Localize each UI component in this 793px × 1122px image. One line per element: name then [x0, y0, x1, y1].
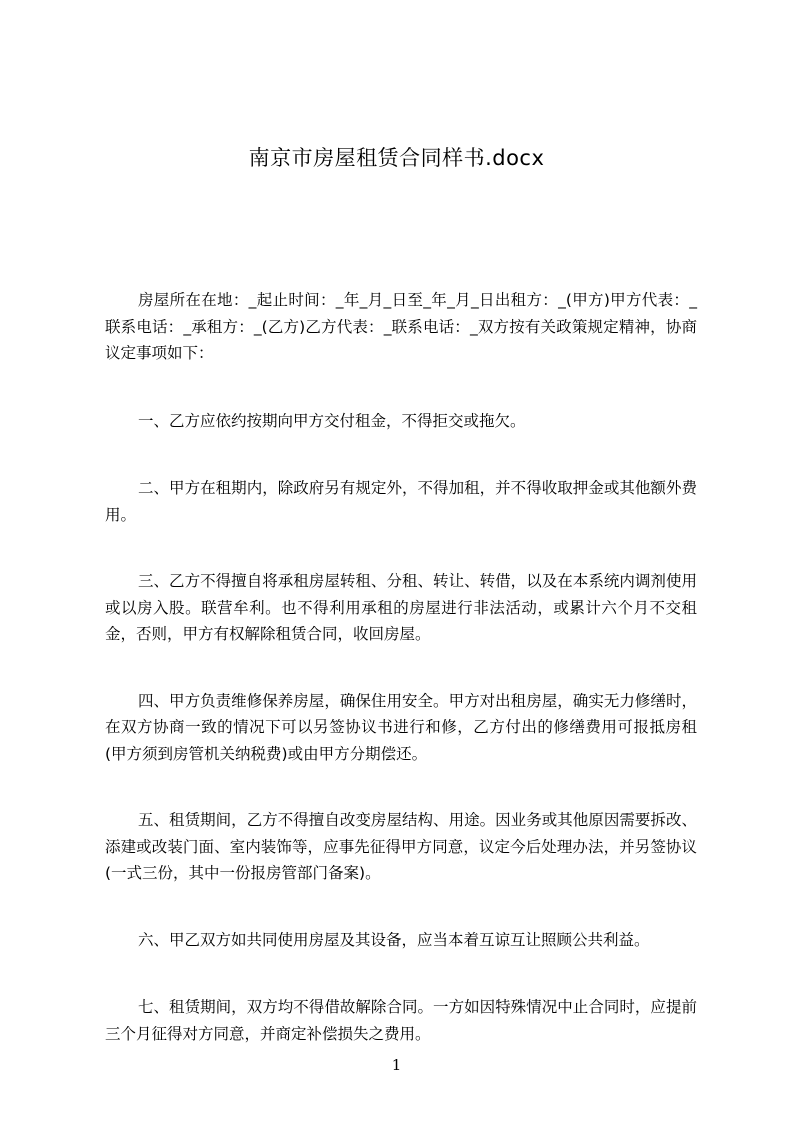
document-title: 南京市房屋租赁合同样书.docx	[248, 146, 545, 170]
clause-7: 七、租赁期间，双方均不得借故解除合同。一方如因特殊情况中止合同时，应提前三个月征得对方同意，并商定补偿损失之费用。	[105, 998, 697, 1043]
clause-5: 五、租赁期间，乙方不得擅自改变房屋结构、用途。因业务或其他原因需要拆改、添建或改装门面、室内装饰等，应事先征得甲方同意，议定今后处理办法，并另签协议(一式三份，其中一份报房管部门备案)。	[105, 811, 697, 882]
clause-4: 四、甲方负责维修保养房屋，确保住用安全。甲方对出租房屋，确实无力修缮时，在双方协商一致的情况下可以另签协议书进行和修，乙方付出的修缮费用可报抵房租(甲方须到房管机关纳税费)或由甲方分期偿还。	[105, 691, 697, 763]
document-body	[105, 287, 697, 1087]
intro-paragraph: 房屋所在在地：_起止时间：_年_月_日至_年_月_日出租方：_(甲方)甲方代表：_联系电话：_承租方：_(乙方)乙方代表：_联系电话：_双方按有关政策规定精神，协商议定事项如下：	[105, 291, 697, 362]
clause-3: 三、乙方不得擅自将承租房屋转租、分租、转让、转借，以及在本系统内调剂使用或以房入股。联营牟利。也不得利用承租的房屋进行非法活动，或累计六个月不交租金，否则，甲方有权解除租赁合同，收回房屋。	[105, 572, 697, 643]
clause-2: 二、甲方在租期内，除政府另有规定外，不得加租，并不得收取押金或其他额外费用。	[105, 479, 697, 524]
page-number: 1	[391, 1056, 402, 1074]
clause-1: 一、乙方应依约按期向甲方交付租金，不得拒交或拖欠。	[138, 411, 526, 430]
clause-6: 六、甲乙双方如共同使用房屋及其设备，应当本着互谅互让照顾公共利益。	[138, 930, 650, 949]
